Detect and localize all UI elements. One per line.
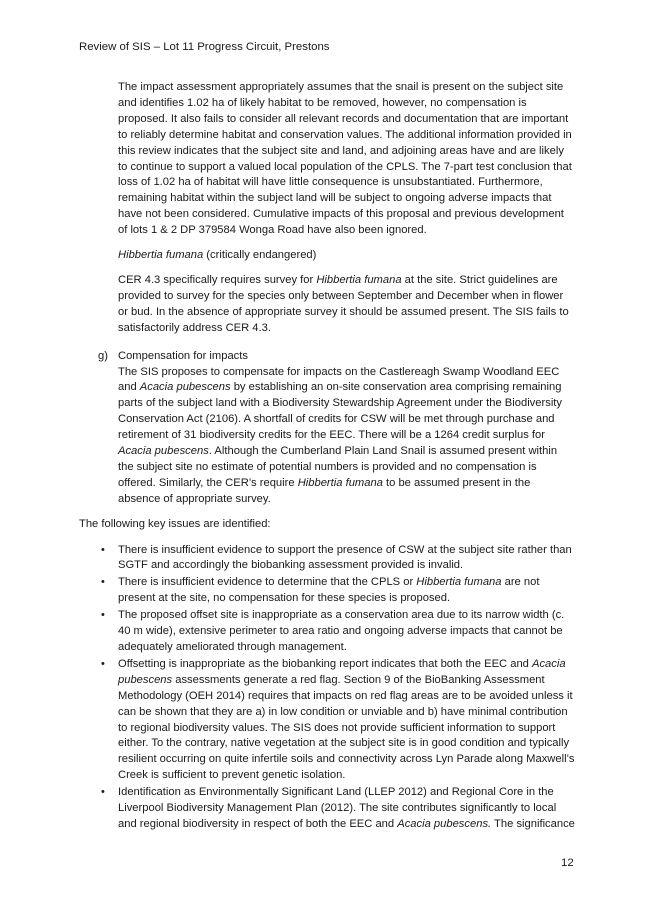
list-item: [101, 575, 575, 607]
comp-species-3: Hibbertia fumana: [297, 476, 383, 489]
list-item: [101, 657, 575, 784]
key-issues-intro: The following key issues are identified:: [79, 517, 271, 530]
key-issues-list: [79, 543, 575, 833]
bullet-text-5b: The significance: [491, 817, 575, 830]
bullet-species-5: Acacia pubescens.: [397, 817, 492, 830]
bullet-species-2: Hibbertia fumana: [416, 576, 502, 589]
bullet-species-4: Acacia pubescens: [118, 657, 566, 686]
bullet-text-5a: Identification as Environmentally Significant Land (LLEP 2012) and Regional Core in the Liverpool Biodiversity Management Plan (2012). The site contributes significantly to local and regional biodiversity in respect of both the EEC and: [118, 786, 557, 830]
page-header: Review of SIS – Lot 11 Progress Circuit, Prestons: [79, 41, 330, 53]
bullet-text-4a: Offsetting is inappropriate as the biobanking report indicates that both the EEC and: [118, 657, 532, 670]
compensation-title: Compensation for impacts: [118, 349, 248, 362]
hibbertia-paragraph: [118, 273, 575, 337]
hibbertia-text-a: CER 4.3 specifically requires survey for: [118, 273, 317, 286]
bullet-text-2b: are not present at the site, no compensation for these species is proposed.: [118, 576, 540, 605]
list-item: [101, 785, 575, 833]
comp-text-2: by establishing an on-site conservation area comprising remaining parts of the subject land with a Biodiversity Stewardship Agreement under the Biodiversity Conservation Act (2106). A shortfall of credits for CSW will be met through purchase and retirement of 31 biodiversity credits for the EEC. There will be a 1264 credit surplus for: [118, 381, 563, 442]
bullet-icon: •: [101, 576, 105, 589]
document-body: [79, 80, 575, 834]
bullet-text-2a: There is insufficient evidence to determine that the CPLS or: [118, 576, 417, 589]
bullet-icon: •: [101, 657, 105, 670]
bullet-icon: •: [101, 609, 105, 622]
comp-species-2: Acacia pubescens: [118, 445, 209, 458]
hibbertia-species-name: Hibbertia fumana: [118, 249, 204, 262]
bullet-icon: •: [101, 786, 105, 799]
bullet-text-3: The proposed offset site is inappropriate as a conservation area due to its narrow width (c. 40 m wide), extensive perimeter to area ratio and ongoing adverse impacts that cannot be adequately ameliorated through management.: [118, 609, 565, 653]
compensation-section: [98, 349, 575, 508]
page-number: 12: [561, 857, 574, 869]
list-marker-g: g): [98, 349, 108, 362]
comp-text-4: to be assumed present in the absence of appropriate survey.: [118, 476, 531, 505]
list-item: [101, 543, 575, 575]
comp-text-1: The SIS proposes to compensate for impacts on the Castlereagh Swamp Woodland EEC and: [118, 365, 560, 394]
bullet-text-1: There is insufficient evidence to support the presence of CSW at the subject site rather than SGTF and accordingly the biobanking assessment provided is invalid.: [118, 543, 572, 572]
comp-text-3: . Although the Cumberland Plain Land Snail is assumed present within the subject site no estimate of potential numbers is provided and no compensation is offered. Similarly, the CER’s require: [118, 445, 558, 489]
hibbertia-text-b: at the site. Strict guidelines are provided to survey for the species only between September and December when in flower or bud. In the absence of appropriate survey it should be assumed present. The SIS fails to satisfactorily address CER 4.3.: [118, 273, 569, 334]
bullet-icon: •: [101, 543, 105, 556]
compensation-paragraph: [118, 365, 575, 508]
bullet-text-4b: assessments generate a red flag. Section 9 of the BioBanking Assessment Methodology (OEH 2014) requires that impacts on red flag areas are to be avoided unless it can be shown that they are a) in low condition or unviable and b) have minimal contribution to regional biodiversity values. The SIS does not provide sufficient information to support either. To the contrary, native vegetation at the subject site is in good condition and typically resilient occurring on quite infertile soils and connectivity across Lyn Parade along Maxwell’s Creek is sufficient to prevent genetic isolation.: [118, 673, 575, 782]
snail-impact-paragraph: The impact assessment appropriately assumes that the snail is present on the subject site and identifies 1.02 ha of likely habitat to be removed, however, no compensation is proposed. It also fails to consider all relevant records and documentation that are important to reliably determine habitat and conservation values. The additional information provided in this review indicates that the subject site and land, and adjoining areas have and are likely to continue to support a valued local population of the CPLS. The 7-part test conclusion that loss of 1.02 ha of habitat will have little consequence is unsubstantiated. Furthermore, remaining habitat within the subject land will be subject to ongoing adverse impacts that have not been considered. Cumulative impacts of this proposal and previous development of lots 1 & 2 DP 379584 Wonga Road have also been ignored.: [118, 81, 572, 237]
comp-species-1: Acacia pubescens: [139, 381, 231, 394]
hibbertia-status: (critically endangered): [203, 249, 317, 262]
hibbertia-heading: [118, 248, 575, 264]
list-item: [101, 608, 575, 656]
hibbertia-species-inline: Hibbertia fumana: [316, 273, 402, 286]
